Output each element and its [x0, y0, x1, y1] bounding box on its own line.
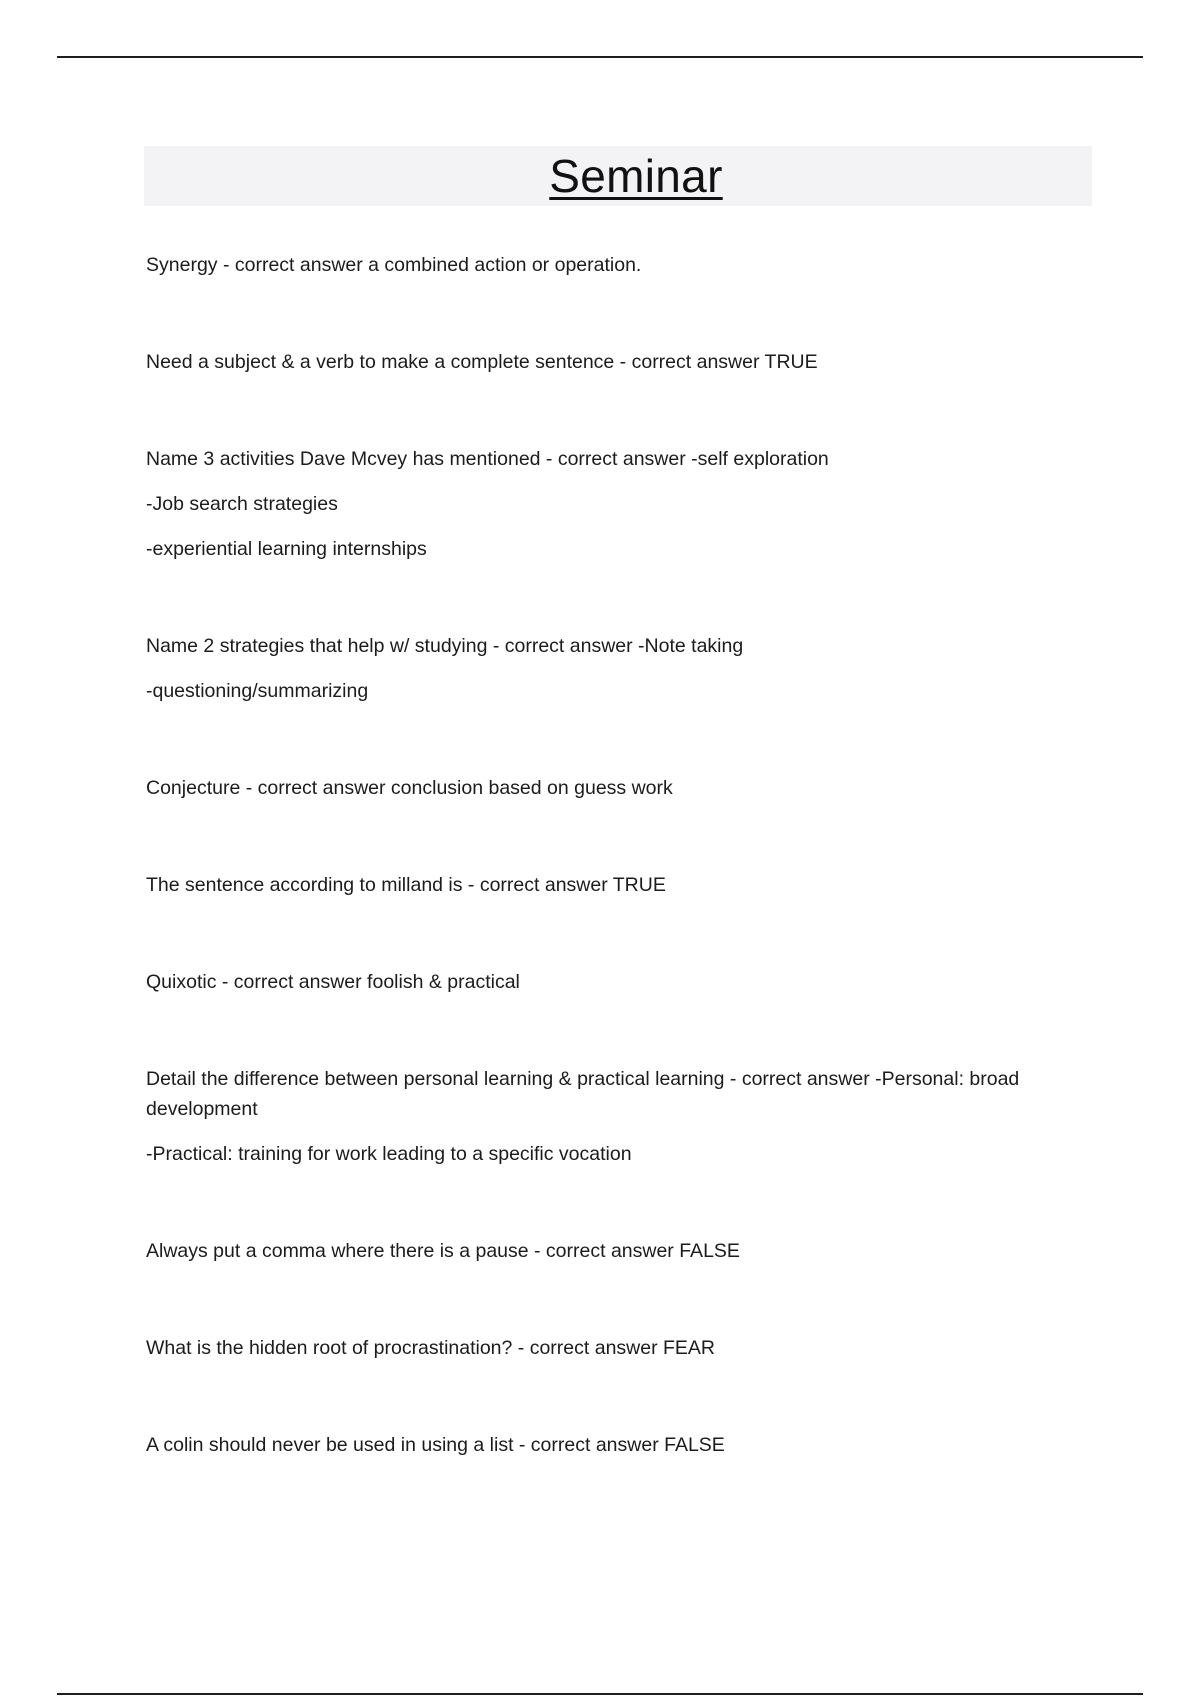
top-rule: [57, 56, 1143, 58]
qa-text: A colin should never be used in using a list - correct answer FALSE: [146, 1434, 725, 1456]
qa-text: Synergy - correct answer a combined action or operation.: [146, 254, 642, 276]
qa-item: [146, 1064, 1076, 1169]
qa-item: [146, 870, 1076, 900]
qa-text: Need a subject & a verb to make a complete sentence - correct answer TRUE: [146, 351, 818, 373]
qa-item: [146, 773, 1076, 803]
qa-extra-line: -Job search strategies: [146, 493, 338, 515]
qa-text: What is the hidden root of procrastination? - correct answer FEAR: [146, 1337, 716, 1359]
qa-extra-line: -questioning/summarizing: [146, 680, 369, 702]
qa-text: Conjecture - correct answer conclusion based on guess work: [146, 777, 673, 799]
qa-item: [146, 1333, 1076, 1363]
qa-item: [146, 1430, 1076, 1460]
qa-text: Name 2 strategies that help w/ studying - correct answer -Note taking: [146, 635, 744, 657]
qa-item: [146, 250, 1076, 280]
qa-text: Name 3 activities Dave Mcvey has mentioned - correct answer -self exploration: [146, 448, 829, 470]
qa-extra-line: -Practical: training for work leading to a specific vocation: [146, 1143, 632, 1165]
qa-text: Always put a comma where there is a pause - correct answer FALSE: [146, 1240, 740, 1262]
qa-item: [146, 444, 1076, 564]
page-title: Seminar: [549, 150, 723, 202]
qa-list: [146, 250, 1076, 1527]
qa-text: The sentence according to milland is - correct answer TRUE: [146, 874, 666, 896]
bottom-rule: [57, 1693, 1143, 1695]
qa-item: [146, 631, 1076, 706]
qa-item: [146, 967, 1076, 997]
qa-item: [146, 347, 1076, 377]
qa-item: [146, 1236, 1076, 1266]
title-band: [144, 146, 1092, 206]
qa-text: Detail the difference between personal learning & practical learning - correct answer -Personal: broad development: [146, 1068, 1020, 1120]
qa-extra-line: -experiential learning internships: [146, 538, 427, 560]
qa-text: Quixotic - correct answer foolish & practical: [146, 971, 520, 993]
